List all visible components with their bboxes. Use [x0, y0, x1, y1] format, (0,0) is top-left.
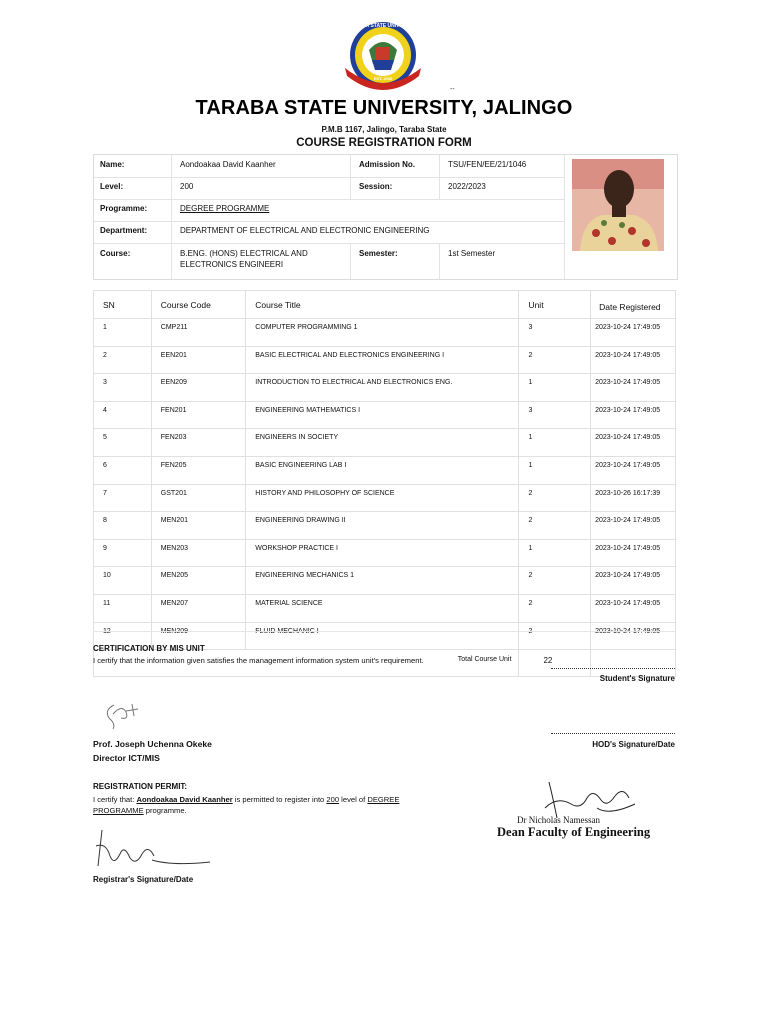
course-sn: 10 — [94, 567, 152, 595]
course-title: ENGINEERS IN SOCIETY — [246, 429, 519, 457]
header-date-registered: Date Registered — [591, 291, 676, 319]
course-code: MEN207 — [151, 594, 245, 622]
course-code: FEN201 — [151, 401, 245, 429]
header-course-code: Course Code — [151, 291, 245, 319]
student-info-table — [93, 154, 678, 280]
course-title: ENGINEERING MECHANICS 1 — [246, 567, 519, 595]
registrar-signature-label: Registrar's Signature/Date — [93, 875, 194, 884]
course-code: GST201 — [151, 484, 245, 512]
student-programme: DEGREE PROGRAMME — [180, 204, 270, 213]
table-row — [94, 374, 676, 402]
course-unit: 2 — [519, 346, 591, 374]
table-row — [94, 319, 676, 347]
course-title: WORKSHOP PRACTICE I — [246, 539, 519, 567]
course-date: 2023-10-24 17:49:05 — [591, 319, 676, 347]
permit-level: 200 — [326, 795, 340, 804]
total-label: Total Course Unit — [94, 650, 519, 677]
certification-text: I certify that the information given satisfies the management information system unit's requirement. — [93, 656, 424, 665]
course-unit: 2 — [519, 512, 591, 540]
course-date: 2023-10-24 17:49:05 — [591, 539, 676, 567]
course-date: 2023-10-24 17:49:05 — [591, 456, 676, 484]
course-date: 2023-10-24 17:49:05 — [591, 429, 676, 457]
student-course-line2: ELECTRONICS ENGINEERI — [180, 260, 284, 269]
course-title: COMPUTER PROGRAMMING 1 — [246, 319, 519, 347]
course-sn: 6 — [94, 456, 152, 484]
course-date: 2023-10-24 17:49:05 — [591, 401, 676, 429]
session-label: Session: — [359, 182, 393, 191]
course-code: CMP211 — [151, 319, 245, 347]
student-department: DEPARTMENT OF ELECTRICAL AND ELECTRONIC ENGINEERING — [180, 226, 430, 235]
course-unit: 1 — [519, 456, 591, 484]
header-mark: -- — [450, 86, 455, 93]
registrar-signature — [92, 826, 212, 872]
table-row — [94, 484, 676, 512]
student-signature-label: Student's Signature — [599, 674, 675, 683]
course-unit: 1 — [519, 374, 591, 402]
course-title: MATERIAL SCIENCE — [246, 594, 519, 622]
course-sn: 1 — [94, 319, 152, 347]
course-code: FEN205 — [151, 456, 245, 484]
university-logo — [339, 20, 427, 90]
course-date: 2023-10-24 17:49:05 — [591, 594, 676, 622]
semester-label: Semester: — [359, 249, 398, 258]
table-row — [94, 346, 676, 374]
university-address: P.M.B 1167, Jalingo, Taraba State — [321, 125, 447, 134]
university-title: TARABA STATE UNIVERSITY, JALINGO — [195, 97, 573, 119]
course-code: MEN201 — [151, 512, 245, 540]
admission-number: TSU/FEN/EE/21/1046 — [448, 160, 527, 169]
course-unit: 2 — [519, 567, 591, 595]
student-level: 200 — [180, 182, 194, 191]
header-course-title: Course Title — [246, 291, 519, 319]
course-unit — [519, 622, 591, 650]
course-unit: 1 — [519, 429, 591, 457]
dean-name: Dr Nicholas Namessan — [517, 815, 600, 825]
course-title: HISTORY AND PHILOSOPHY OF SCIENCE — [246, 484, 519, 512]
table-row — [94, 401, 676, 429]
permit-student: Aondoakaa David Kaanher — [136, 795, 233, 804]
name-label: Name: — [100, 160, 125, 169]
header-sn: SN — [94, 291, 152, 319]
table-row — [94, 456, 676, 484]
course-unit: 3 — [519, 319, 591, 347]
table-row — [94, 567, 676, 595]
student-session: 2022/2023 — [448, 182, 486, 191]
hod-signature-line — [551, 733, 675, 734]
table-row — [94, 539, 676, 567]
programme-label: Programme: — [100, 204, 148, 213]
course-sn: 3 — [94, 374, 152, 402]
course-code: FEN203 — [151, 429, 245, 457]
course-date: 2023-10-24 17:49:05 — [591, 512, 676, 540]
course-sn: 4 — [94, 401, 152, 429]
table-row — [94, 594, 676, 622]
course-code: EEN209 — [151, 374, 245, 402]
course-sn: 9 — [94, 539, 152, 567]
course-date: 2023-10-24 17:49:05 — [591, 374, 676, 402]
director-signature — [100, 700, 146, 732]
director-role: Director ICT/MIS — [93, 753, 160, 763]
total-value: 22 — [519, 650, 591, 677]
course-unit: 2 — [519, 594, 591, 622]
header-unit: Unit — [519, 291, 591, 319]
course-code: MEN203 — [151, 539, 245, 567]
hod-signature-label: HOD's Signature/Date — [592, 740, 675, 749]
director-name: Prof. Joseph Uchenna Okeke — [93, 739, 212, 749]
course-unit: 1 — [519, 539, 591, 567]
course-sn: 2 — [94, 346, 152, 374]
permit-text: I certify that: Aondoakaa David Kaanher is permitted to register into 200 level of DEGREE PROGRAMME programme. — [93, 795, 400, 815]
table-row — [94, 429, 676, 457]
course-table — [93, 290, 676, 677]
course-title: ENGINEERING MATHEMATICS I — [246, 401, 519, 429]
course-sn: 7 — [94, 484, 152, 512]
dean-title: Dean Faculty of Engineering — [497, 825, 651, 839]
course-unit: 3 — [519, 401, 591, 429]
certification-heading: CERTIFICATION BY MIS UNIT — [93, 644, 205, 653]
logo-text: TARABA STATE UNIVERSITY — [348, 23, 418, 29]
course-title: BASIC ELECTRICAL AND ELECTRONICS ENGINEERING I — [246, 346, 519, 374]
course-code: MEN205 — [151, 567, 245, 595]
course-label: Course: — [100, 249, 131, 258]
logo-est: EST. 2008 — [373, 76, 393, 81]
course-date: 2023-10-24 17:49:05 — [591, 567, 676, 595]
course-title: ENGINEERING DRAWING II — [246, 512, 519, 540]
permit-programme: DEGREE PROGRAMME — [93, 795, 400, 815]
course-date — [591, 622, 676, 650]
course-sn: 8 — [94, 512, 152, 540]
course-title: BASIC ENGINEERING LAB I — [246, 456, 519, 484]
student-semester: 1st Semester — [448, 249, 496, 258]
admission-label: Admission No. — [359, 160, 416, 169]
course-sn: 11 — [94, 594, 152, 622]
student-course-line1: B.ENG. (HONS) ELECTRICAL AND — [180, 249, 308, 258]
section-divider — [93, 631, 676, 632]
form-title: COURSE REGISTRATION FORM — [296, 137, 472, 149]
course-title — [246, 622, 519, 650]
course-code: EEN201 — [151, 346, 245, 374]
permit-heading: REGISTRATION PERMIT: — [93, 782, 188, 791]
department-label: Department: — [100, 226, 148, 235]
course-date: 2023-10-26 16:17:39 — [591, 484, 676, 512]
student-name: Aondoakaa David Kaanher — [180, 160, 276, 169]
student-signature-line — [551, 668, 675, 669]
course-sn: 5 — [94, 429, 152, 457]
course-date: 2023-10-24 17:49:05 — [591, 346, 676, 374]
student-photo — [572, 159, 664, 251]
course-unit: 2 — [519, 484, 591, 512]
table-row — [94, 512, 676, 540]
level-label: Level: — [100, 182, 124, 191]
course-title: INTRODUCTION TO ELECTRICAL AND ELECTRONICS ENG. — [246, 374, 519, 402]
